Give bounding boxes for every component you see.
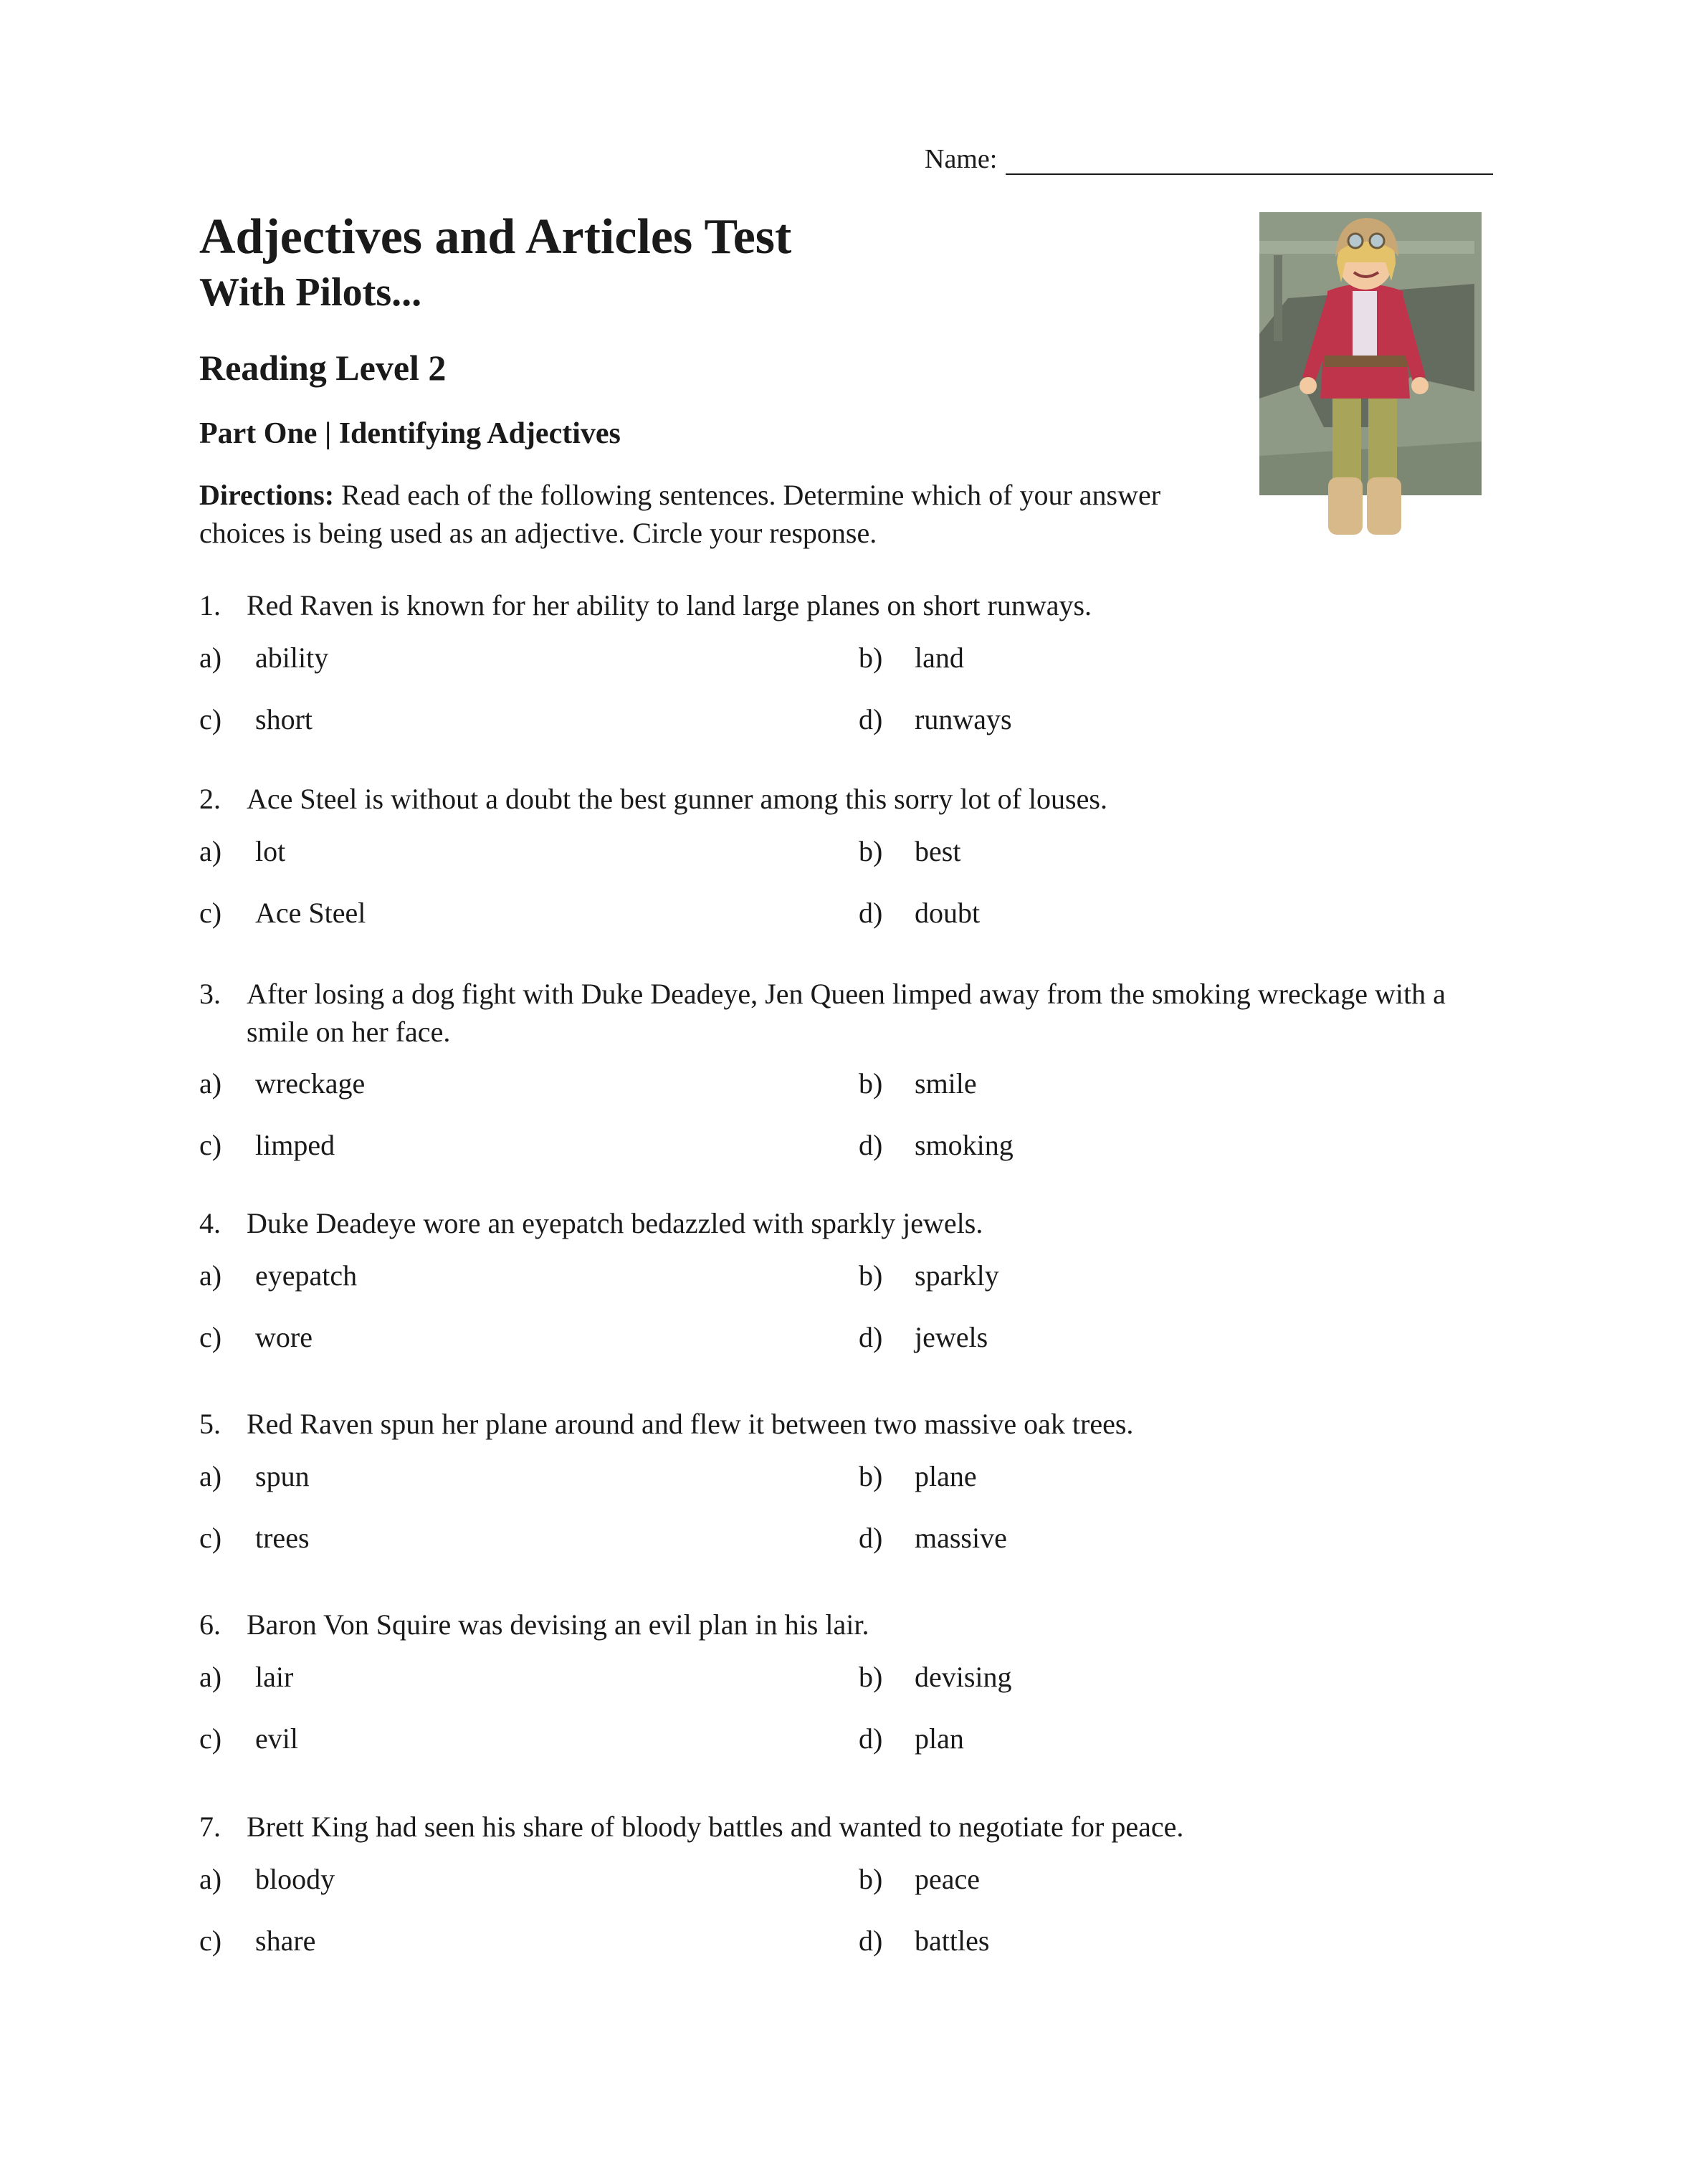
choice-text: share (255, 1925, 316, 1957)
choice-text: spun (255, 1460, 310, 1492)
choice-text: wreckage (255, 1067, 366, 1100)
answer-choice[interactable] (199, 644, 328, 672)
question-text: Brett King had seen his share of bloody battles and wanted to negotiate for peace. (247, 1811, 1184, 1843)
choice-text: peace (915, 1863, 981, 1895)
question-number: 7. (199, 1811, 221, 1843)
choice-text: evil (255, 1722, 298, 1755)
question-text: Baron Von Squire was devising an evil plan in his lair. (247, 1608, 869, 1641)
question-text: After losing a dog fight with Duke Deadeye, Jen Queen limped away from the smoking wreckage with a smile on her face. (247, 978, 1446, 1048)
answer-choice[interactable] (199, 1131, 335, 1160)
choice-letter: b) (859, 1067, 883, 1100)
answer-choice[interactable] (859, 1722, 964, 1755)
choice-text: bloody (255, 1863, 335, 1895)
answer-choice[interactable] (859, 705, 1012, 734)
answer-choice[interactable] (199, 1524, 310, 1553)
choice-letter: d) (859, 897, 883, 929)
answer-choice[interactable] (859, 1865, 980, 1894)
choice-text: smoking (915, 1129, 1014, 1161)
question-stem (199, 586, 1489, 624)
answer-choice[interactable] (199, 899, 366, 928)
question-text: Duke Deadeye wore an eyepatch bedazzled with sparkly jewels. (247, 1207, 983, 1239)
choice-letter: c) (199, 1321, 222, 1353)
answer-choice[interactable] (199, 1323, 313, 1352)
question-number: 3. (199, 978, 221, 1010)
choice-letter: d) (859, 1722, 883, 1755)
choice-letter: a) (199, 1863, 222, 1895)
question-stem (199, 1808, 1489, 1846)
choice-letter: a) (199, 642, 222, 674)
choice-letter: d) (859, 1129, 883, 1161)
choice-text: plane (915, 1460, 977, 1492)
choice-letter: b) (859, 1863, 883, 1895)
name-blank-line (1006, 149, 1493, 175)
answer-choice[interactable] (859, 899, 980, 928)
choice-text: wore (255, 1321, 313, 1353)
answer-choice[interactable] (199, 1259, 358, 1292)
question-item (199, 586, 1489, 624)
choice-letter: c) (199, 1522, 222, 1554)
choice-letter: c) (199, 1722, 222, 1755)
question-item (199, 1405, 1489, 1443)
name-label: Name: (925, 144, 998, 174)
choice-text: land (915, 642, 964, 674)
question-text: Ace Steel is without a doubt the best gunner among this sorry lot of louses. (247, 783, 1107, 815)
answer-choice[interactable] (859, 644, 964, 672)
choice-letter: c) (199, 1925, 222, 1957)
choice-text: lot (255, 835, 286, 867)
choice-text: plan (915, 1722, 964, 1755)
question-item (199, 1606, 1489, 1644)
choice-letter: d) (859, 1321, 883, 1353)
question-item (199, 1204, 1489, 1242)
choice-text: battles (915, 1925, 990, 1957)
choice-text: jewels (915, 1321, 988, 1353)
answer-choice[interactable] (859, 1927, 989, 1955)
answer-choice[interactable] (859, 1259, 999, 1292)
choice-text: massive (915, 1522, 1007, 1554)
question-stem (199, 1405, 1489, 1443)
question-stem (199, 780, 1489, 818)
choice-letter: c) (199, 703, 222, 735)
choice-letter: b) (859, 1460, 883, 1492)
directions (199, 476, 1188, 552)
question-number: 4. (199, 1207, 221, 1239)
part-one-heading: Part One | Identifying Adjectives (199, 417, 621, 450)
choice-letter: a) (199, 1460, 222, 1492)
choice-letter: a) (199, 835, 222, 867)
answer-choice[interactable] (859, 1069, 977, 1098)
choice-letter: d) (859, 1522, 883, 1554)
choice-letter: b) (859, 835, 883, 867)
directions-label: Directions: (199, 479, 335, 511)
answer-choice[interactable] (859, 837, 960, 866)
question-item (199, 1808, 1489, 1846)
question-number: 2. (199, 783, 221, 815)
choice-text: best (915, 835, 961, 867)
question-item (199, 780, 1489, 818)
choice-text: ability (255, 642, 329, 674)
choice-text: lair (255, 1661, 294, 1693)
question-text: Red Raven is known for her ability to land large planes on short runways. (247, 589, 1092, 621)
answer-choice[interactable] (859, 1663, 1012, 1692)
choice-text: eyepatch (255, 1259, 358, 1292)
choice-text: sparkly (915, 1259, 999, 1292)
answer-choice[interactable] (199, 1462, 310, 1491)
choice-letter: a) (199, 1259, 222, 1292)
choice-text: devising (915, 1661, 1012, 1693)
answer-choice[interactable] (199, 1722, 298, 1755)
choice-text: Ace Steel (255, 897, 366, 929)
choice-text: smile (915, 1067, 977, 1100)
reading-level-heading: Reading Level 2 (199, 348, 447, 388)
choice-letter: a) (199, 1661, 222, 1693)
answer-choice[interactable] (199, 1865, 335, 1894)
choice-letter: c) (199, 1129, 222, 1161)
answer-choice[interactable] (859, 1323, 988, 1352)
directions-text: Read each of the following sentences. Determine which of your answer choices is being used as an adjective. Circle your response. (199, 479, 1161, 549)
choice-letter: d) (859, 703, 883, 735)
question-number: 6. (199, 1608, 221, 1641)
choice-letter: d) (859, 1925, 883, 1957)
answer-choice[interactable] (859, 1131, 1014, 1160)
answer-choice[interactable] (199, 1927, 315, 1955)
choice-letter: a) (199, 1067, 222, 1100)
question-stem (199, 975, 1489, 1051)
page-subtitle: With Pilots... (199, 270, 422, 315)
page-title: Adjectives and Articles Test (199, 209, 792, 264)
choice-letter: b) (859, 1661, 883, 1693)
question-stem (199, 1204, 1489, 1242)
choice-text: trees (255, 1522, 310, 1554)
name-field (925, 143, 1493, 175)
choice-letter: b) (859, 1259, 883, 1292)
answer-choice[interactable] (199, 705, 313, 734)
question-number: 1. (199, 589, 221, 621)
choice-letter: b) (859, 642, 883, 674)
answer-choice[interactable] (199, 1663, 293, 1692)
answer-choice[interactable] (199, 837, 285, 866)
choice-letter: c) (199, 897, 222, 929)
question-text: Red Raven spun her plane around and flew it between two massive oak trees. (247, 1408, 1134, 1440)
answer-choice[interactable] (859, 1524, 1007, 1553)
question-item (199, 975, 1489, 1051)
choice-text: limped (255, 1129, 335, 1161)
pilot-illustration (1259, 212, 1482, 542)
question-number: 5. (199, 1408, 221, 1440)
choice-text: doubt (915, 897, 981, 929)
choice-text: short (255, 703, 313, 735)
question-stem (199, 1606, 1489, 1644)
answer-choice[interactable] (859, 1462, 977, 1491)
answer-choice[interactable] (199, 1069, 365, 1098)
choice-text: runways (915, 703, 1012, 735)
